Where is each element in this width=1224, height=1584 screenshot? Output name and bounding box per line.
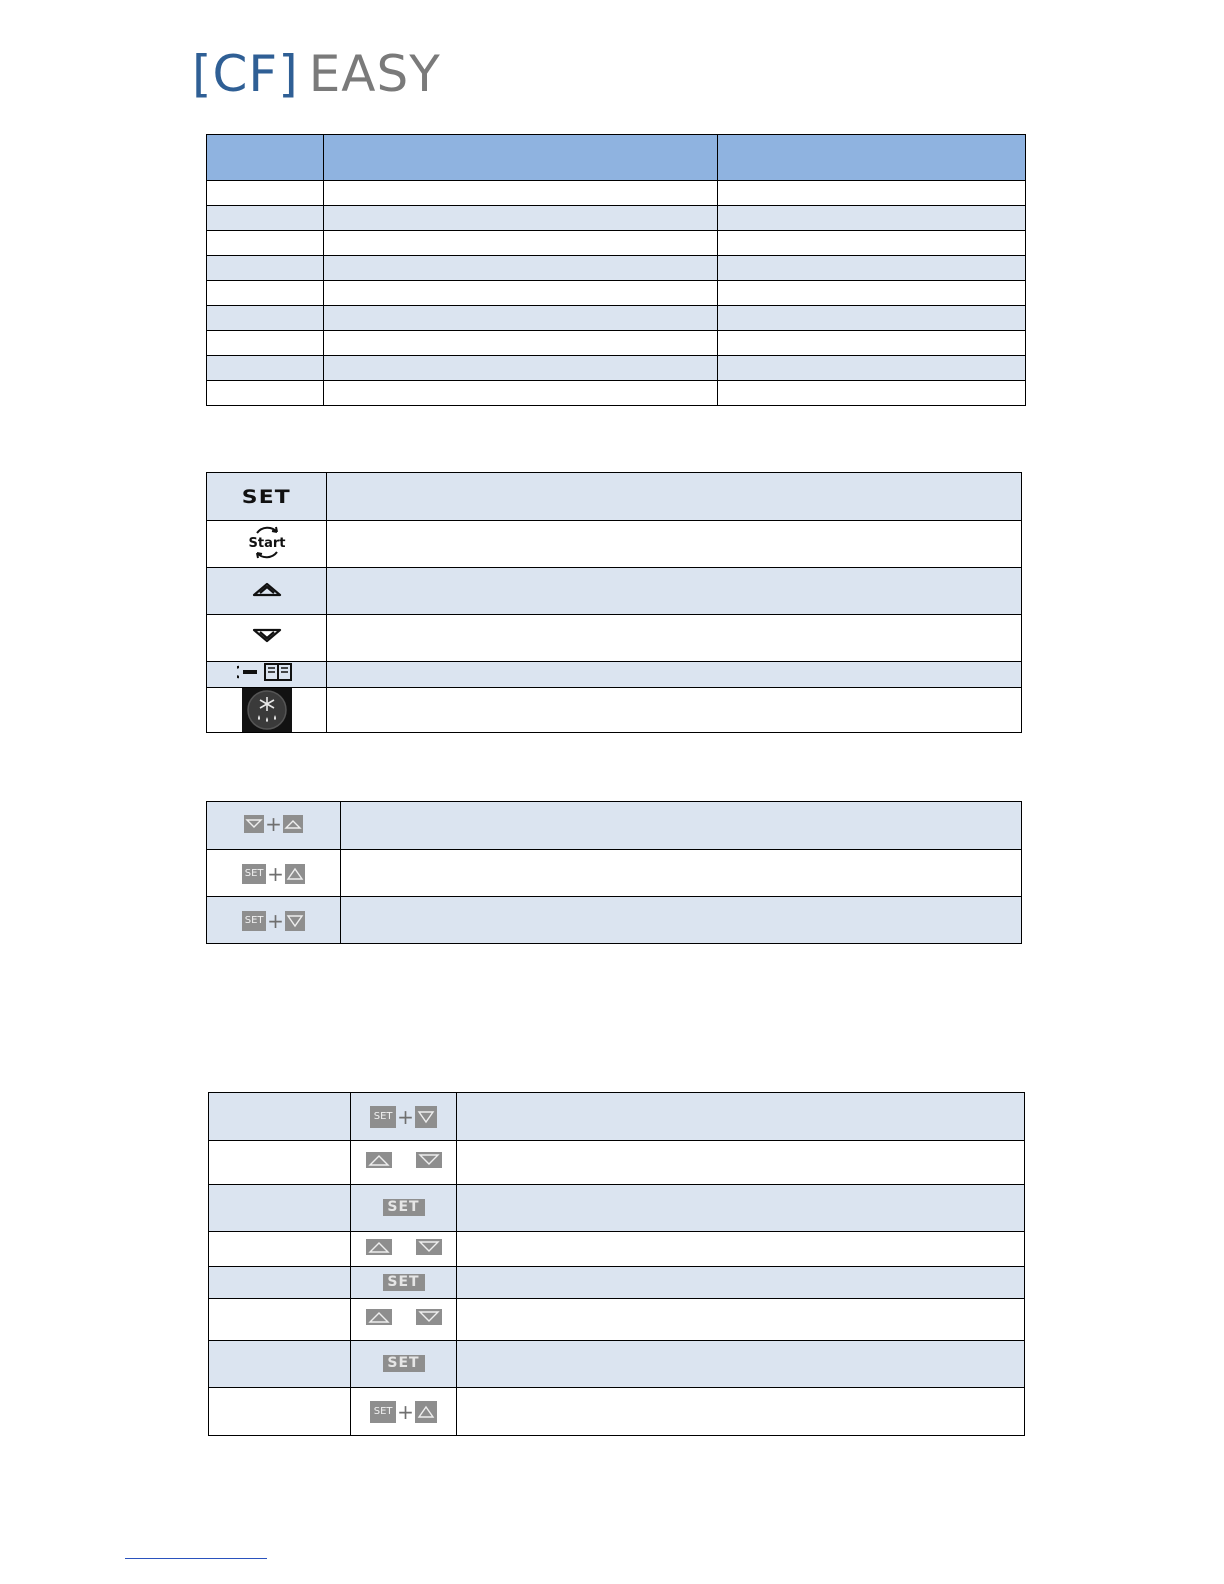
table-row — [209, 1388, 1025, 1436]
brand-logo — [192, 44, 441, 104]
table-row — [207, 521, 1022, 568]
set-plus-down-icon: SET + — [370, 1106, 437, 1128]
table-row — [207, 256, 1026, 281]
table-row — [207, 356, 1026, 381]
start-cycle-icon — [247, 524, 287, 560]
set-key-icon: SET — [241, 485, 292, 508]
footer-link-underline[interactable] — [125, 1558, 267, 1559]
table-row — [207, 281, 1026, 306]
set-key-icon: SET — [383, 1355, 425, 1372]
logo-easy: EASY — [308, 45, 441, 103]
set-key-icon: SET — [383, 1199, 425, 1216]
table-row — [207, 306, 1026, 331]
table-row — [207, 897, 1022, 944]
table-row — [207, 662, 1022, 688]
up-or-down-icon — [366, 1239, 442, 1255]
up-arrow-icon — [252, 580, 282, 598]
set-plus-down-icon: SET + — [242, 911, 305, 931]
down-plus-up-icon: + — [244, 814, 303, 834]
table-row — [207, 615, 1022, 662]
logo-open-bracket: [ — [192, 45, 213, 103]
table-header-row — [207, 135, 1026, 181]
start-label: Start — [248, 535, 285, 551]
table-row — [207, 688, 1022, 733]
table-row — [209, 1093, 1025, 1141]
table-row — [207, 206, 1026, 231]
table-row — [209, 1267, 1025, 1299]
down-arrow-icon — [252, 627, 282, 645]
key-function-table — [206, 472, 1022, 733]
service-manual-icon — [237, 662, 297, 682]
defrost-icon — [242, 688, 292, 732]
set-plus-up-icon: SET + — [370, 1401, 437, 1423]
up-or-down-icon — [366, 1309, 442, 1325]
table-row — [207, 381, 1026, 406]
table-row — [207, 850, 1022, 897]
key-combination-table — [206, 801, 1022, 944]
set-plus-up-icon: SET + — [242, 864, 305, 884]
set-key-icon: SET — [383, 1274, 425, 1291]
logo-close-bracket: ] — [278, 45, 299, 103]
table-row — [207, 331, 1026, 356]
table-row — [207, 473, 1022, 521]
table-row — [207, 181, 1026, 206]
table-row — [207, 802, 1022, 850]
table-row — [209, 1299, 1025, 1341]
table-row — [209, 1341, 1025, 1388]
parameter-table — [206, 134, 1026, 406]
logo-cf: CF — [212, 45, 279, 103]
table-row — [209, 1232, 1025, 1267]
table-row — [207, 231, 1026, 256]
table-row — [209, 1141, 1025, 1185]
procedure-table — [208, 1092, 1025, 1436]
up-or-down-icon — [366, 1152, 442, 1168]
table-row — [207, 568, 1022, 615]
table-row — [209, 1185, 1025, 1232]
